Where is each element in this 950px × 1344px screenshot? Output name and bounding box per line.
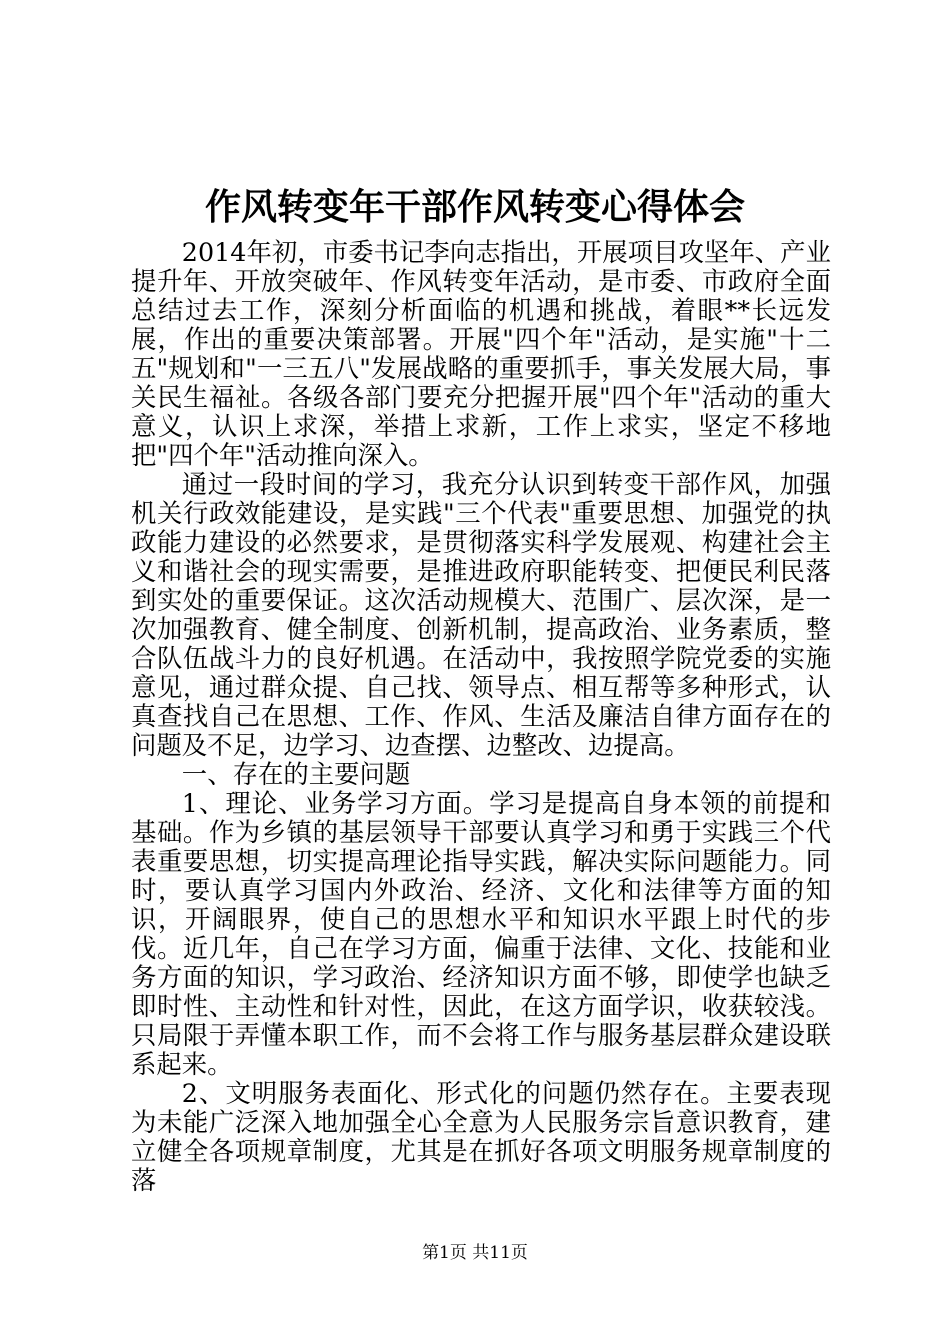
- page-number: 第1页 共11页: [422, 1243, 528, 1263]
- document-body: [131, 238, 831, 1195]
- section-heading: 一、存在的主要问题: [181, 759, 411, 789]
- document-title: 作风转变年干部作风转变心得体会: [204, 186, 745, 228]
- paragraph: 1、理论、业务学习方面。学习是提高自身本领的前提和基础。作为乡镇的基层领导干部要认真学习和勇于实践三个代表重要思想，切实提高理论指导实践，解决实际问题能力。同时，要认真学习国内外政治、经济、文化和法律等方面的知识，开阔眼界，使自己的思想水平和知识水平跟上时代的步伐。近几年，自己在学习方面，偏重于法律、文化、技能和业务方面的知识，学习政治、经济知识方面不够，即使学也缺乏即时性、主动性和针对性，因此，在这方面学识，收获较浅。只局限于弄懂本职工作，而不会将工作与服务基层群众建设联系起来。: [131, 788, 831, 1079]
- paragraph: 2、文明服务表面化、形式化的问题仍然存在。主要表现为未能广泛深入地加强全心全意为人民服务宗旨意识教育，建立健全各项规章制度，尤其是在抓好各项文明服务规章制度的落: [131, 1078, 831, 1195]
- paragraph: 通过一段时间的学习，我充分认识到转变干部作风，加强机关行政效能建设，是实践"三个代表"重要思想、加强党的执政能力建设的必然要求，是贯彻落实科学发展观、构建社会主义和谐社会的现实需要，是推进政府职能转变、把便民利民落到实处的重要保证。这次活动规模大、范围广、层次深，是一次加强教育、健全制度、创新机制，提高政治、业务素质，整合队伍战斗力的良好机遇。在活动中，我按照学院党委的实施意见，通过群众提、自己找、领导点、相互帮等多种形式，认真查找自己在思想、工作、作风、生活及廉洁自律方面存在的问题及不足，边学习、边查摆、边整改、边提高。: [131, 469, 831, 760]
- paragraph: 2014年初，市委书记李向志指出，开展项目攻坚年、产业提升年、开放突破年、作风转变年活动，是市委、市政府全面总结过去工作，深刻分析面临的机遇和挑战，着眼**长远发展，作出的重要决策部署。开展"四个年"活动，是实施"十二五"规划和"一三五八"发展战略的重要抓手，事关发展大局，事关民生福祉。各级各部门要充分把握开展"四个年"活动的重大意义，认识上求深，举措上求新，工作上求实，坚定不移地把"四个年"活动推向深入。: [131, 237, 831, 470]
